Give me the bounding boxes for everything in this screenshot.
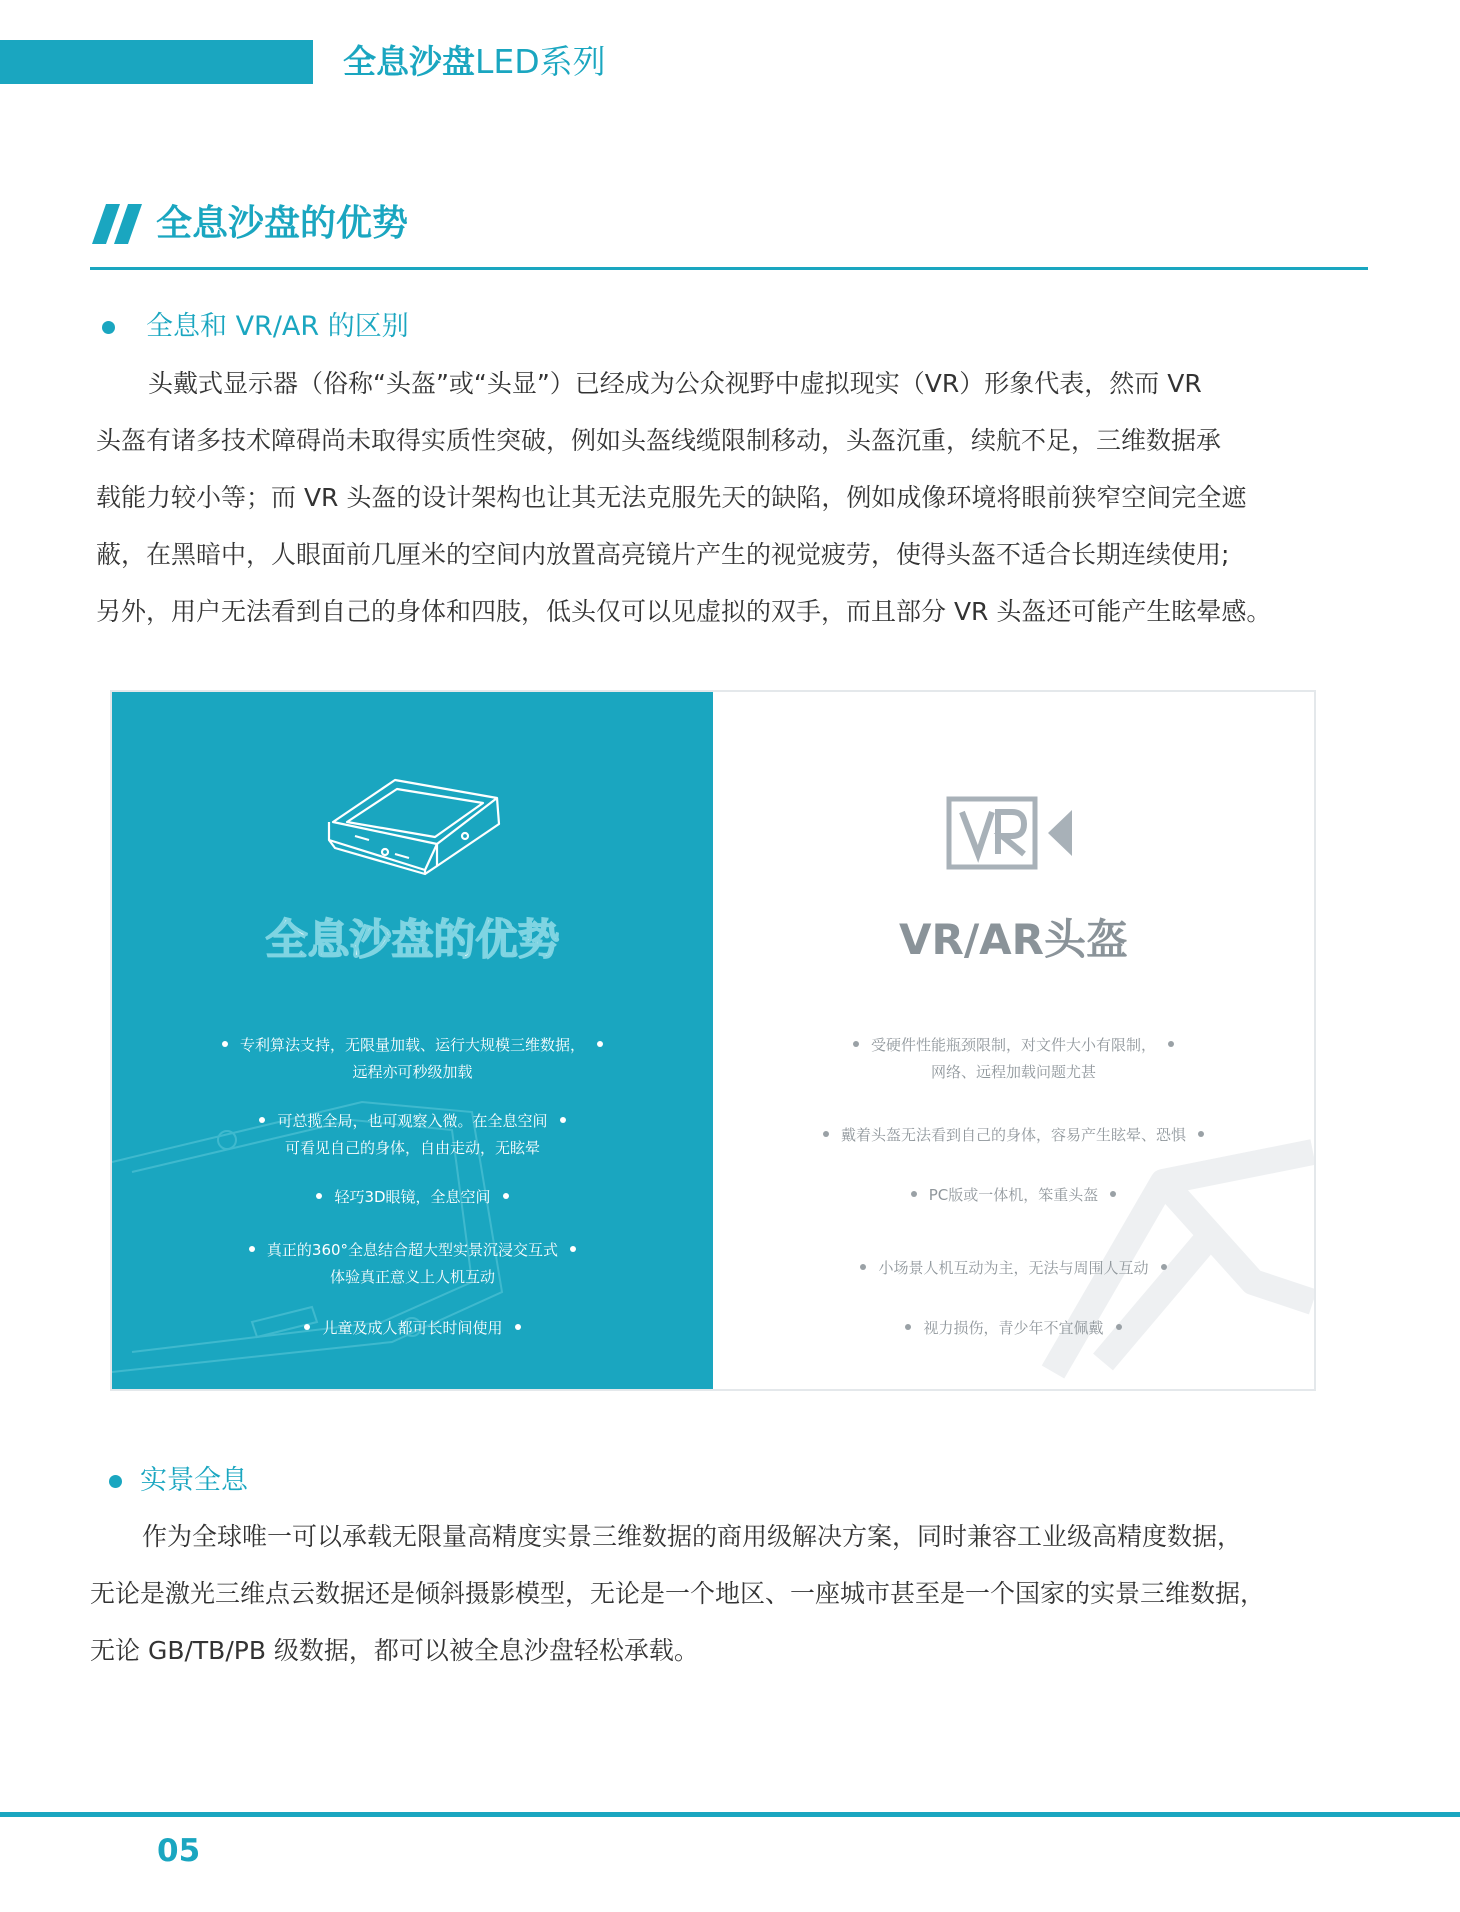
headset-watermark-icon (1013, 1112, 1314, 1389)
feature-text: 轻巧3D眼镜，全息空间 (334, 1188, 491, 1206)
bullet-icon (316, 1193, 322, 1199)
bullet-icon (102, 321, 115, 334)
comparison-panel (110, 690, 1316, 1391)
header-title-light: LED系列 (475, 42, 606, 81)
feature-item (713, 1255, 1314, 1282)
paragraph-line: 作为全球唯一可以承载无限量高精度实景三维数据的商用级解决方案，同时兼容工业级高精度数据， (142, 1522, 1243, 1551)
section-divider (90, 267, 1368, 270)
feature-item (112, 1237, 713, 1291)
feature-item (112, 1032, 713, 1086)
left-panel-title: 全息沙盘的优势 (265, 915, 560, 964)
bullet-icon (249, 1246, 255, 1252)
bullet-icon (911, 1191, 917, 1197)
feature-item (713, 1182, 1314, 1209)
feature-item (713, 1315, 1314, 1342)
paragraph-line: 另外，用户无法看到自己的身体和四肢，低头仅可以见虚拟的双手，而且部分 VR 头盔还可能产生眩晕感。 (96, 597, 1272, 626)
feature-text: 小场景人机互动为主，无法与周围人互动 (878, 1259, 1149, 1277)
paragraph-line: 载能力较小等；而 VR 头盔的设计架构也让其无法克服先天的缺陷，例如成像环境将眼前狭窄空间完全遮 (96, 483, 1247, 512)
feature-text: 网络、远程加载问题尤甚 (930, 1063, 1096, 1081)
bullet-icon (1168, 1041, 1174, 1047)
bullet-icon (1116, 1324, 1122, 1330)
paragraph-line: 头盔有诸多技术障碍尚未取得实质性突破，例如头盔线缆限制移动，头盔沉重，续航不足，三维数据承 (96, 426, 1222, 455)
bullet-icon (109, 1475, 122, 1488)
footer-divider (0, 1812, 1460, 1817)
feature-item (713, 1122, 1314, 1149)
bullet-icon (1198, 1131, 1204, 1137)
header-title-strong: 全息沙盘 (343, 42, 475, 81)
feature-text: 戴着头盔无法看到自己的身体，容易产生眩晕、恐惧 (840, 1126, 1186, 1144)
bullet-icon (304, 1324, 310, 1330)
feature-text: 可看见自己的身体，自由走动，无眩晕 (284, 1139, 540, 1157)
feature-text: 儿童及成人都可长时间使用 (322, 1319, 503, 1337)
diff-paragraph (96, 355, 1370, 640)
double-slash-icon (92, 204, 144, 244)
feature-item (112, 1184, 713, 1211)
feature-item (112, 1315, 713, 1342)
section-title: 全息沙盘的优势 (156, 203, 409, 244)
real-paragraph (90, 1508, 1368, 1679)
bullet-icon (503, 1193, 509, 1199)
feature-text: 远程亦可秒级加载 (352, 1063, 473, 1081)
bullet-icon (515, 1324, 521, 1330)
holographic-sandtable-device-icon (325, 770, 501, 886)
page-number: 05 (157, 1833, 201, 1869)
bullet-icon (222, 1041, 228, 1047)
holographic-sandtable-panel (112, 692, 713, 1389)
feature-text: 专利算法支持，无限量加载、运行大规模三维数据， (239, 1036, 585, 1054)
feature-item (713, 1032, 1314, 1086)
bullet-icon (560, 1117, 566, 1123)
feature-text: 受硬件性能瓶颈限制，对文件大小有限制， (870, 1036, 1156, 1054)
header-title (343, 42, 606, 82)
bullet-icon (853, 1041, 859, 1047)
bullet-icon (860, 1264, 866, 1270)
paragraph-line: 蔽，在黑暗中，人眼面前几厘米的空间内放置高亮镜片产生的视觉疲劳，使得头盔不适合长期连续使用; (96, 540, 1230, 569)
vr-ar-headset-panel (713, 692, 1314, 1389)
real-heading: 实景全息 (140, 1465, 248, 1496)
bullet-icon (597, 1041, 603, 1047)
paragraph-line: 头戴式显示器（俗称“头盔”或“头显”）已经成为公众视野中虚拟现实（VR）形象代表，然而 VR (148, 369, 1202, 398)
feature-text: 可总揽全局，也可观察入微。在全息空间 (277, 1112, 548, 1130)
bullet-icon (570, 1246, 576, 1252)
right-panel-title: VR/AR头盔 (898, 915, 1129, 964)
bullet-icon (823, 1131, 829, 1137)
paragraph-line: 无论 GB/TB/PB 级数据，都可以被全息沙盘轻松承载。 (90, 1636, 699, 1665)
feature-text: 视力损伤，青少年不宜佩戴 (923, 1319, 1104, 1337)
bullet-icon (1110, 1191, 1116, 1197)
bullet-icon (259, 1117, 265, 1123)
feature-item (112, 1108, 713, 1162)
bullet-icon (1161, 1264, 1167, 1270)
feature-text: 体验真正意义上人机互动 (329, 1268, 495, 1286)
paragraph-line: 无论是激光三维点云数据还是倾斜摄影模型，无论是一个地区、一座城市甚至是一个国家的实景三维数据， (90, 1579, 1266, 1608)
diff-heading: 全息和 VR/AR 的区别 (146, 311, 409, 342)
bullet-icon (905, 1324, 911, 1330)
feature-text: PC版或一体机，笨重头盔 (928, 1186, 1099, 1204)
feature-text: 真正的360°全息结合超大型实景沉浸交互式 (266, 1241, 559, 1259)
header-accent-bar (0, 40, 313, 84)
vr-logo-icon (946, 796, 1076, 870)
